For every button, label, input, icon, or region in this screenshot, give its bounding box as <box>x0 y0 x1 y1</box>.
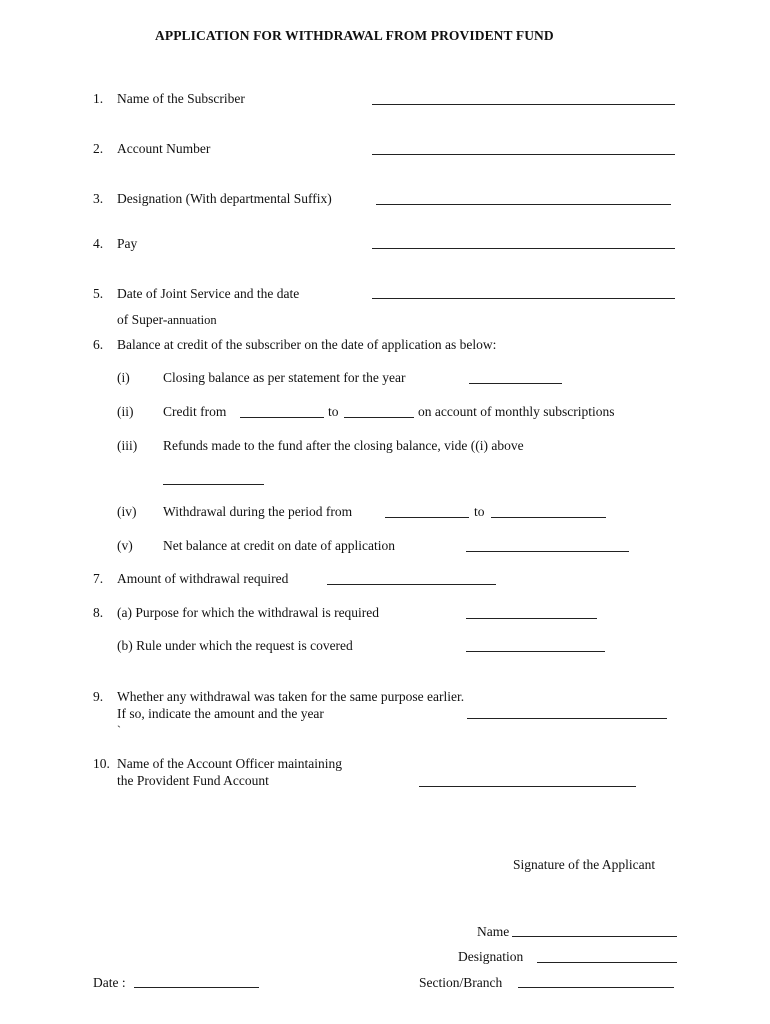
refunds-field[interactable] <box>163 484 264 485</box>
continuation-part-a: of Super- <box>117 312 168 327</box>
signature-name-field[interactable] <box>512 936 677 937</box>
earlier-amount-field[interactable] <box>467 718 667 719</box>
designation-field[interactable] <box>376 204 671 205</box>
item-label-account: Account Number <box>117 141 211 156</box>
item-number: 7. <box>93 571 104 586</box>
account-officer-field[interactable] <box>419 786 636 787</box>
sub-item-label-subscriptions: on account of monthly subscriptions <box>418 404 615 419</box>
item-number: 3. <box>93 191 104 206</box>
sub-item-number: (i) <box>117 370 130 385</box>
item-label-continuation <box>117 312 217 328</box>
closing-balance-field[interactable] <box>469 383 562 384</box>
item-number: 10. <box>93 756 110 771</box>
item-number: 5. <box>93 286 104 301</box>
item-label-designation: Designation (With departmental Suffix) <box>117 191 332 206</box>
designation-label: Designation <box>458 949 524 964</box>
sub-item-number: (ii) <box>117 404 134 419</box>
sub-item-label-closing: Closing balance as per statement for the year <box>163 370 406 385</box>
item-label-amount-year: If so, indicate the amount and the year <box>117 706 324 721</box>
signature-designation-field[interactable] <box>537 962 677 963</box>
pay-field[interactable] <box>372 248 675 249</box>
withdrawal-from-field[interactable] <box>385 517 469 518</box>
sub-item-label-to: to <box>474 504 485 519</box>
name-label: Name <box>477 924 510 939</box>
sub-item-number: (iii) <box>117 438 138 453</box>
withdrawal-amount-field[interactable] <box>327 584 496 585</box>
item-label-amount: Amount of withdrawal required <box>117 571 289 586</box>
item-number: 4. <box>93 236 104 251</box>
service-date-field[interactable] <box>372 298 675 299</box>
section-branch-label: Section/Branch <box>419 975 503 990</box>
sub-item-label-to: to <box>328 404 339 419</box>
item-label-account-officer: Name of the Account Officer maintaining <box>117 756 343 771</box>
item-number: 2. <box>93 141 104 156</box>
sub-item-label-withdrawal-period: Withdrawal during the period from <box>163 504 353 519</box>
sub-item-label-credit: Credit from <box>163 404 227 419</box>
sub-item-label-net-balance: Net balance at credit on date of application <box>163 538 396 553</box>
account-number-field[interactable] <box>372 154 675 155</box>
purpose-field[interactable] <box>466 618 597 619</box>
item-number: 9. <box>93 689 104 704</box>
section-branch-field[interactable] <box>518 987 674 988</box>
date-label: Date : <box>93 975 126 990</box>
item-number: 1. <box>93 91 104 106</box>
signature-label: Signature of the Applicant <box>513 857 656 872</box>
item-label-service-date: Date of Joint Service and the date <box>117 286 300 301</box>
item-number: 8. <box>93 605 104 620</box>
rule-field[interactable] <box>466 651 605 652</box>
sub-item-number: (v) <box>117 538 133 553</box>
item-label-earlier-withdrawal: Whether any withdrawal was taken for the same purpose earlier. <box>117 689 465 704</box>
form-title: APPLICATION FOR WITHDRAWAL FROM PROVIDENT FUND <box>155 28 554 43</box>
stray-mark: ` <box>117 723 121 737</box>
net-balance-field[interactable] <box>466 551 629 552</box>
name-field[interactable] <box>372 104 675 105</box>
withdrawal-to-field[interactable] <box>491 517 606 518</box>
sub-item-label-refunds: Refunds made to the fund after the closing balance, vide ((i) above <box>163 438 524 453</box>
credit-from-field[interactable] <box>240 417 324 418</box>
item-number: 6. <box>93 337 104 352</box>
item-label-purpose: (a) Purpose for which the withdrawal is required <box>117 605 380 620</box>
item-label-rule: (b) Rule under which the request is covered <box>117 638 353 653</box>
credit-to-field[interactable] <box>344 417 414 418</box>
item-label-balance: Balance at credit of the subscriber on the date of application as below: <box>117 337 497 352</box>
sub-item-number: (iv) <box>117 504 137 519</box>
item-label-pay: Pay <box>117 236 138 251</box>
item-label-name: Name of the Subscriber <box>117 91 245 106</box>
continuation-part-b: annuation <box>167 313 217 327</box>
date-field[interactable] <box>134 987 259 988</box>
item-label-pf-account: the Provident Fund Account <box>117 773 269 788</box>
